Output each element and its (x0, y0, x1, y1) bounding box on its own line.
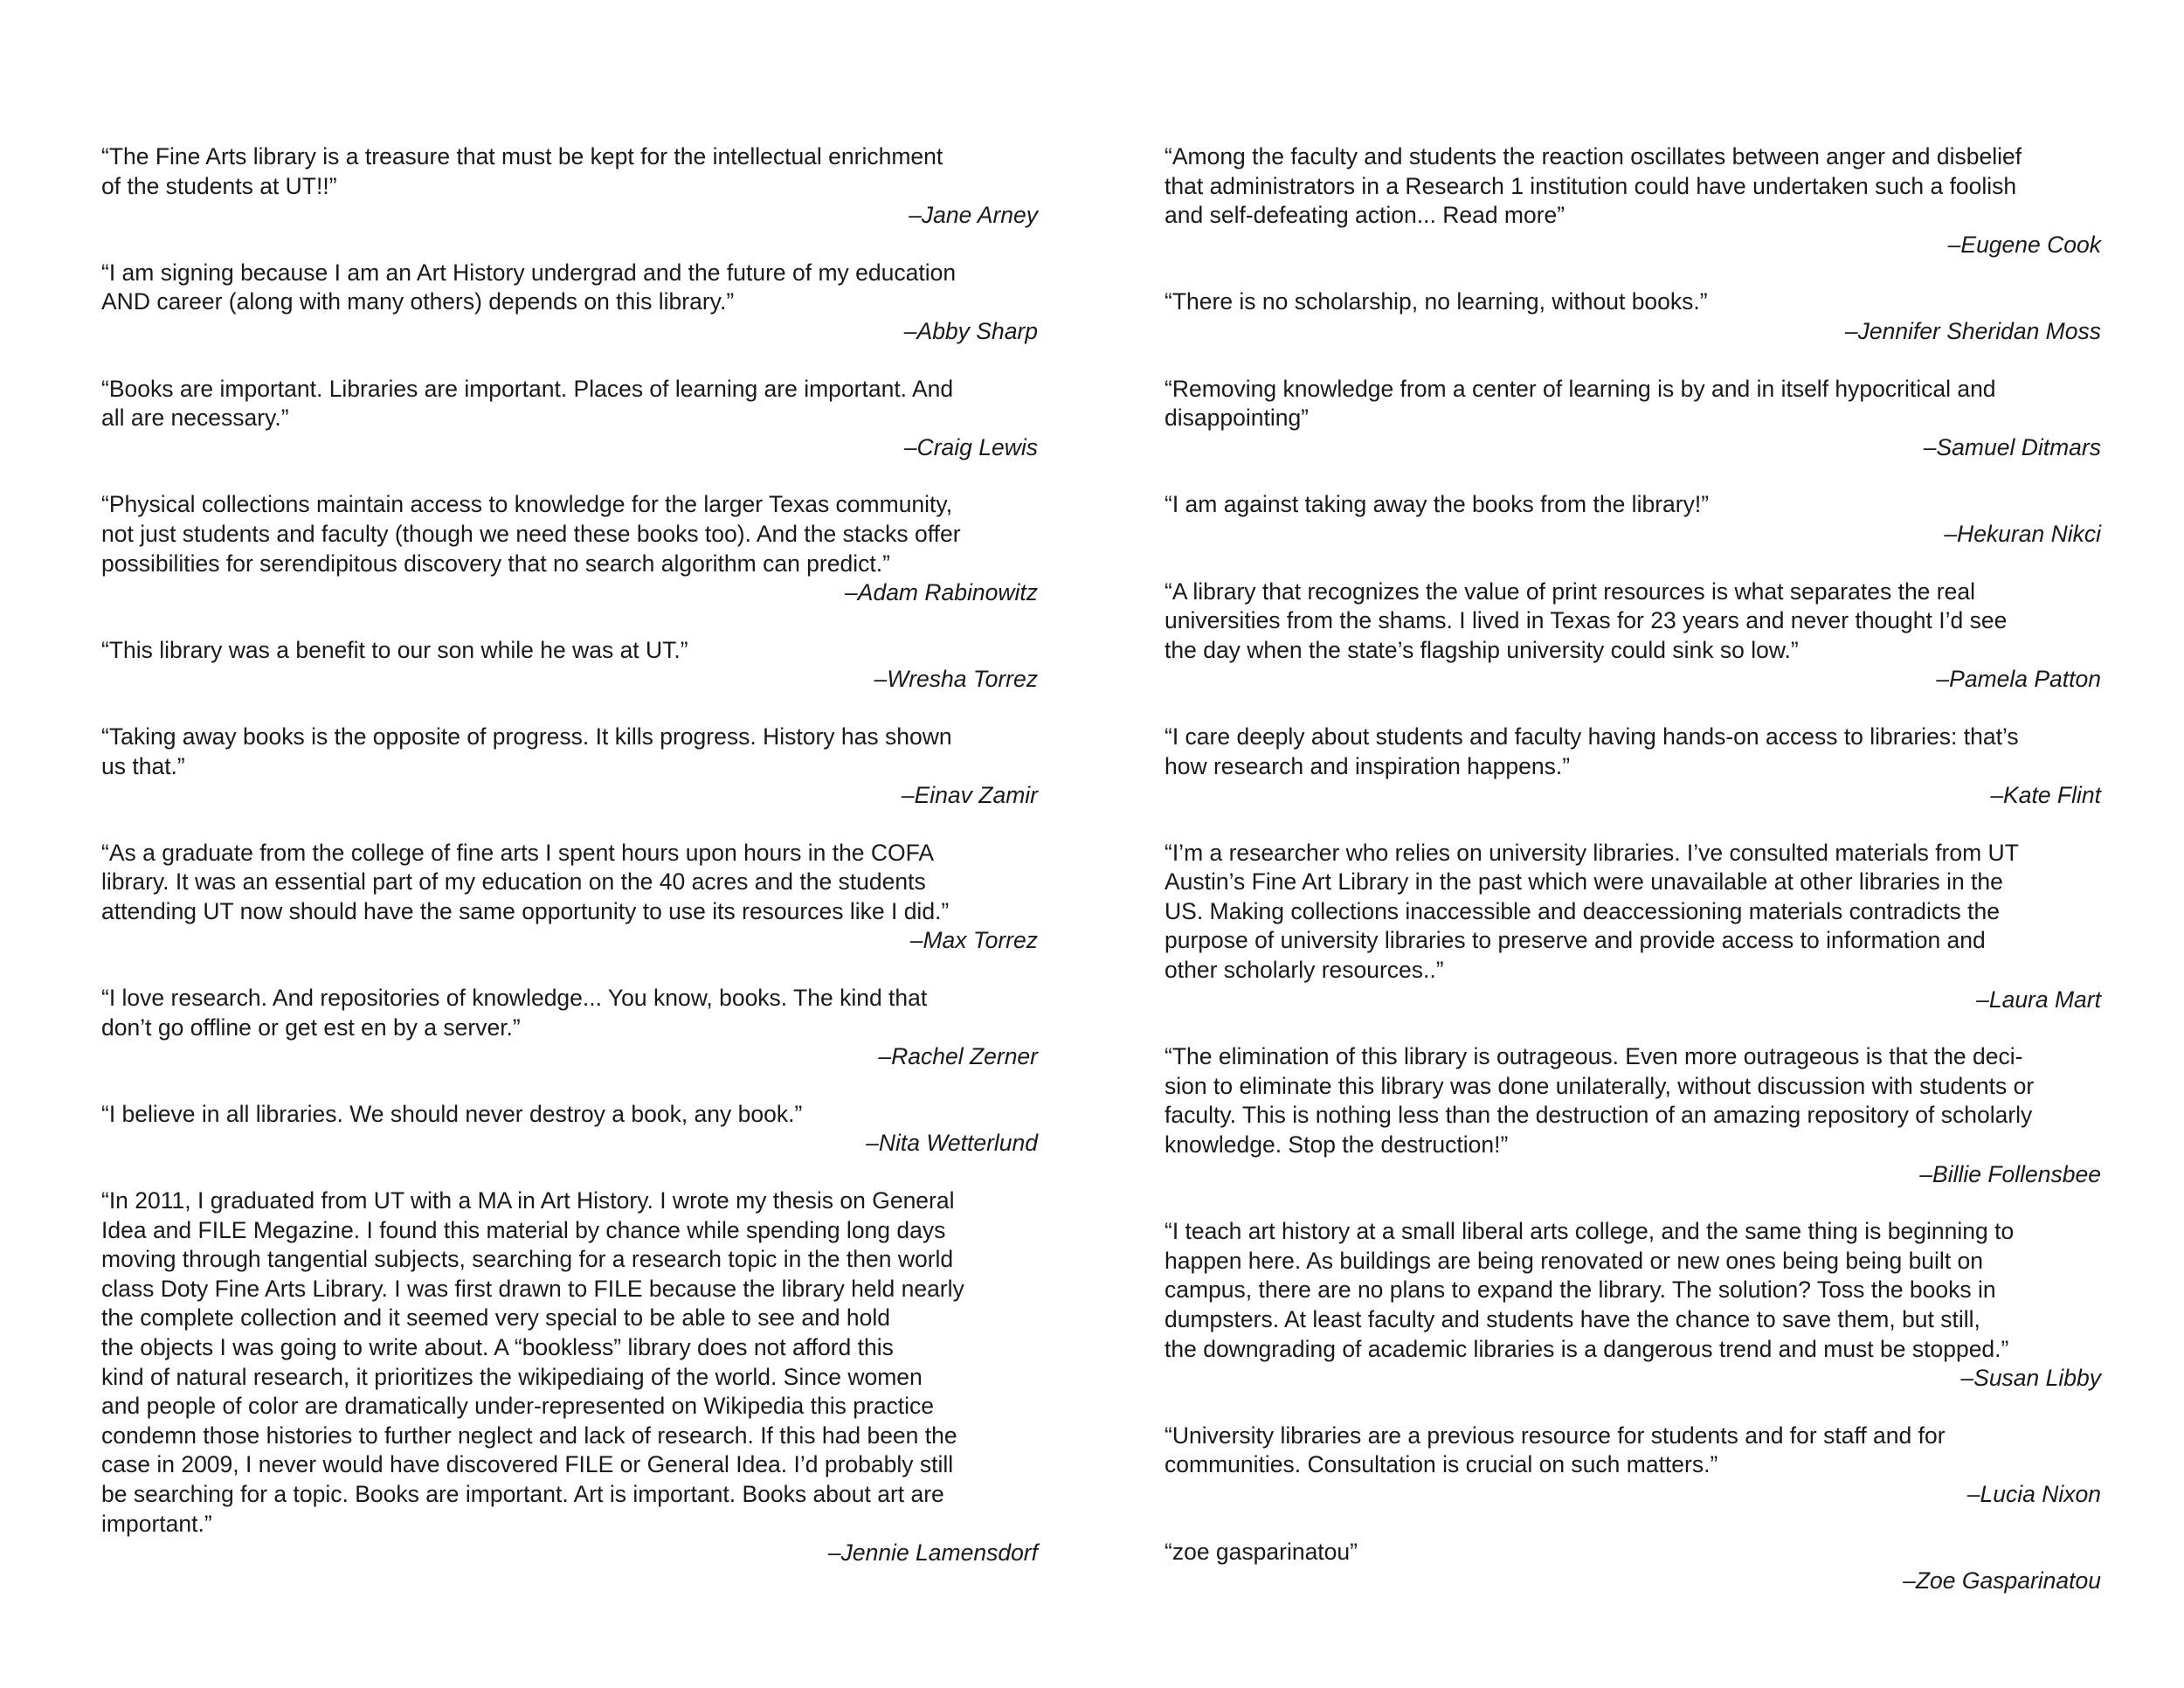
quote-block (1165, 1422, 2101, 1510)
quote-author: –Abby Sharp (903, 317, 1038, 344)
quote-block (101, 1100, 1038, 1159)
quote-block (101, 259, 1038, 347)
quote-text: “There is no scholarship, no learning, without books.” (1165, 288, 1708, 315)
quote-block (1165, 287, 2101, 346)
quote-block (1165, 839, 2101, 1015)
quote-author: –Rachel Zerner (878, 1043, 1038, 1070)
quote-block (1165, 1217, 2101, 1394)
quote-author: –Nita Wetterlund (866, 1130, 1038, 1157)
left-column (101, 142, 1038, 1596)
quote-block (1165, 578, 2101, 695)
quote-block (101, 984, 1038, 1072)
quote-block (101, 839, 1038, 956)
quote-author: –Susan Libby (1960, 1365, 2101, 1392)
quote-author: –Jennie Lamensdorf (827, 1539, 1038, 1567)
quote-author: –Jane Arney (909, 202, 1038, 229)
quote-author: –Craig Lewis (903, 433, 1038, 460)
quote-author: –Hekuran Nikci (1944, 520, 2101, 547)
quote-text: “Physical collections maintain access to knowledge for the larger Texas community, not just students and faculty (though we need these books too). And the stacks offer possibilities for serendipitous discovery that no search algorithm can predict.” (101, 491, 961, 577)
quote-author: –Kate Flint (1990, 782, 2101, 809)
quote-author: –Wresha Torrez (874, 666, 1038, 693)
quote-block (1165, 723, 2101, 811)
quote-author: –Samuel Ditmars (1923, 433, 2101, 460)
quote-block (1165, 1538, 2101, 1596)
quote-text: “University libraries are a previous resource for students and for staff and for communities. Consultation is crucial on such matters.” (1165, 1422, 1946, 1478)
quote-text: “I believe in all libraries. We should never destroy a book, any book.” (101, 1100, 803, 1127)
quote-text: “I love research. And repositories of knowledge... You know, books. The kind that don’t go offline or get est en by a server.” (101, 985, 928, 1041)
quote-text: “I care deeply about students and faculty having hands-on access to libraries: that’s how research and inspiration happens.” (1165, 723, 2019, 779)
quote-author: –Pamela Patton (1936, 666, 2101, 693)
quote-author: –Max Torrez (909, 927, 1038, 954)
quote-text: “Books are important. Libraries are important. Places of learning are important. And all are necessary.” (101, 375, 954, 432)
quote-text: “I am signing because I am an Art History undergrad and the future of my education AND career (along with many others) depends on this library.” (101, 259, 957, 315)
quote-text: “In 2011, I graduated from UT with a MA in Art History. I wrote my thesis on General Idea and FILE Megazine. I found this material by chance while spending long days moving through tangential subjects, searching for a research topic in the then world class Doty Fine Arts Library. I was first drawn to FILE because the library held nearly the complete collection and it seemed very special to be able to see and hold the objects I was going to write about. A “bookless” library does not afford this kind of natural research, it prioritizes the wikipediaing of the world. Since women and people of color are dramatically under-represented on Wikipedia this practice condemn those histories to further neglect and lack of research. If this had been the case in 2009, I never would have discovered FILE or General Idea. I’d probably still be searching for a topic. Books are important. Art is important. Books about art are important.” (101, 1187, 964, 1537)
quote-author: –Einav Zamir (901, 782, 1038, 809)
quote-text: “A library that recognizes the value of print resources is what separates the real universities from the shams. I lived in Texas for 23 years and never thought I’d see the day when the state’s flagship university could sink so low.” (1165, 578, 2008, 663)
quote-text: “I am against taking away the books from the library!” (1165, 491, 1710, 518)
quote-text: “The Fine Arts library is a treasure that must be kept for the intellectual enrichment of the students at UT!!” (101, 143, 943, 199)
quote-block (101, 723, 1038, 811)
quote-block (101, 375, 1038, 463)
quote-block (101, 142, 1038, 231)
quote-text: “This library was a benefit to our son while he was at UT.” (101, 636, 688, 663)
quote-text: “Removing knowledge from a center of learning is by and in itself hypocritical and disappointing” (1165, 375, 1996, 432)
quote-block (1165, 1042, 2101, 1189)
quote-text: “I’m a researcher who relies on university libraries. I’ve consulted materials from UT Austin’s Fine Art Library in the past which were unavailable at other libraries in the US. Making collections inaccessible and deaccessioning materials contradicts the purpose of university libraries to preserve and provide access to information and other scholarly resources..” (1165, 839, 2019, 984)
quote-block (101, 1186, 1038, 1568)
quote-text: “zoe gasparinatou” (1165, 1538, 1358, 1565)
quote-block (101, 636, 1038, 695)
quote-author: –Billie Follensbee (1919, 1160, 2101, 1187)
quote-block (101, 490, 1038, 607)
quote-block (1165, 375, 2101, 463)
quote-author: –Lucia Nixon (1966, 1480, 2101, 1507)
quote-block (1165, 142, 2101, 259)
quote-author: –Zoe Gasparinatou (1903, 1567, 2101, 1595)
quote-author: –Eugene Cook (1947, 231, 2101, 258)
quote-text: “The elimination of this library is outrageous. Even more outrageous is that the deci- sion to eliminate this library was done unilaterally, without discussion with students or faculty. This is nothing less than the destruction of an amazing repository of scholarly knowledge. Stop the destruction!” (1165, 1043, 2035, 1159)
quote-author: –Adam Rabinowitz (845, 579, 1038, 606)
quote-block (1165, 490, 2101, 549)
quote-author: –Laura Mart (1976, 986, 2101, 1013)
quote-author: –Jennifer Sheridan Moss (1844, 317, 2101, 344)
quote-text: “As a graduate from the college of fine arts I spent hours upon hours in the COFA library. It was an essential part of my education on the 40 acres and the students attending UT now should have the same opportunity to use its resources like I did.” (101, 839, 950, 924)
right-column (1165, 142, 2101, 1624)
quote-text: “Taking away books is the opposite of progress. It kills progress. History has shown us that.” (101, 723, 952, 779)
quote-text: “Among the faculty and students the reaction oscillates between anger and disbelief that administrators in a Research 1 institution could have undertaken such a foolish and self-defeating action... Read more” (1165, 143, 2022, 229)
quote-text: “I teach art history at a small liberal arts college, and the same thing is beginning to happen here. As buildings are being renovated or new ones being being built on campus, there are no plans to expand the library. The solution? Toss the books in dumpsters. At least faculty and students have the chance to save them, but still, the downgrading of academic libraries is a dangerous trend and must be stopped.” (1165, 1218, 2015, 1362)
